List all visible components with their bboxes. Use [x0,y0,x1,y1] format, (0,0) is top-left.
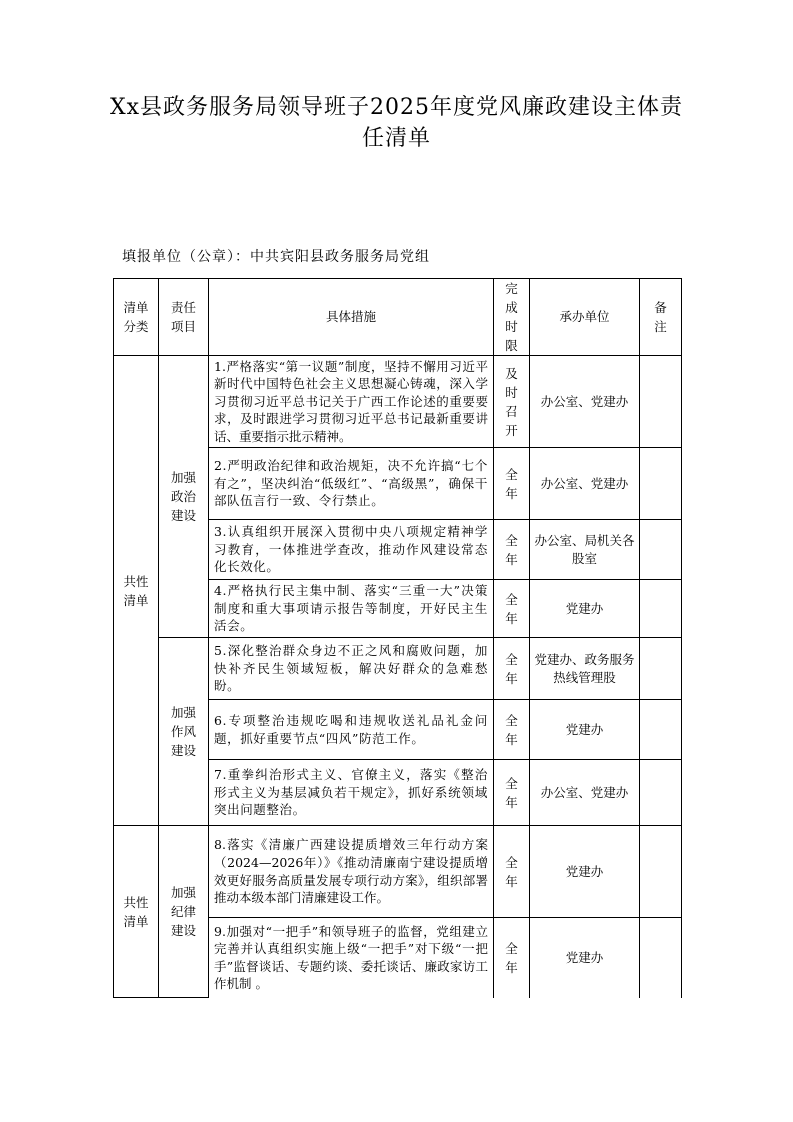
category-cell: 共性清单 [114,826,159,998]
remark-cell [640,760,682,826]
category-cell: 共性清单 [114,356,159,826]
unit-cell: 办公室、局机关各股室 [530,520,640,580]
remark-cell [640,826,682,918]
remark-cell [640,918,682,998]
unit-cell: 办公室、党建办 [530,356,640,448]
time-cell: 全年 [494,638,530,700]
header-time: 完成时限 [494,279,530,356]
measure-cell: 8.落实《清廉广西建设提质增效三年行动方案（2024—2026年）》《推动清廉南宁建设提质增效更好服务高质量发展专项行动方案》，组织部署推动本级本部门清廉建设工作。 [209,826,494,918]
unit-cell: 党建办 [530,918,640,998]
time-cell: 全年 [494,826,530,918]
remark-cell [640,356,682,448]
header-unit: 承办单位 [530,279,640,356]
unit-cell: 党建办、政务服务热线管理股 [530,638,640,700]
measure-cell: 9.加强对“一把手”和领导班子的监督，党组建立完善并认真组织实施上级“一把手”对下级“一把手”监督谈话、专题约谈、委托谈话、廉政家访工作机制 。 [209,918,494,998]
measure-cell: 2.严明政治纪律和政治规矩，决不允许搞“七个有之”，坚决纠治“低级红”、“高级黑”，确保干部队伍言行一致、令行禁止。 [209,448,494,520]
time-cell: 及时召开 [494,356,530,448]
unit-cell: 办公室、党建办 [530,760,640,826]
table-row [114,638,682,700]
document-title: Xx县政务服务局领导班子2025年度党风廉政建设主体责任清单 [109,95,684,151]
remark-cell [640,520,682,580]
time-cell: 全年 [494,520,530,580]
header-item: 责任项目 [159,279,209,356]
responsibility-table [113,278,682,998]
unit-cell: 党建办 [530,826,640,918]
header-category: 清单分类 [114,279,159,356]
measure-cell: 5.深化整治群众身边不正之风和腐败问题，加快补齐民生领域短板，解决好群众的急难愁盼。 [209,638,494,700]
measure-cell: 7.重拳纠治形式主义、官僚主义，落实《整治形式主义为基层减负若干规定》，抓好系统领域突出问题整治。 [209,760,494,826]
remark-cell [640,638,682,700]
remark-cell [640,580,682,638]
measure-cell: 1.严格落实“第一议题”制度，坚持不懈用习近平新时代中国特色社会主义思想凝心铸魂，深入学习贯彻习近平总书记关于广西工作论述的重要要求，及时跟进学习贯彻习近平总书记最新重要讲话、重要指示批示精神。 [209,356,494,448]
measure-cell: 3.认真组织开展深入贯彻中央八项规定精神学习教育，一体推进学查改，推动作风建设常态化长效化。 [209,520,494,580]
header-measure: 具体措施 [209,279,494,356]
time-cell: 全年 [494,918,530,998]
table-header-row [114,279,682,356]
time-cell: 全年 [494,448,530,520]
table-row [114,826,682,918]
item-cell: 加强纪律建设 [159,826,209,998]
time-cell: 全年 [494,760,530,826]
remark-cell [640,700,682,760]
unit-cell: 办公室、党建办 [530,448,640,520]
time-cell: 全年 [494,580,530,638]
item-cell: 加强政治建设 [159,356,209,638]
time-cell: 全年 [494,700,530,760]
unit-cell: 党建办 [530,700,640,760]
header-remark: 备注 [640,279,682,356]
fill-unit-line: 填报单位（公章）：中共宾阳县政务服务局党组 [122,249,430,265]
measure-cell: 4.严格执行民主集中制、落实“三重一大”决策制度和重大事项请示报告等制度，开好民主生活会。 [209,580,494,638]
table-row [114,356,682,448]
unit-cell: 党建办 [530,580,640,638]
remark-cell [640,448,682,520]
item-cell: 加强作风建设 [159,638,209,826]
measure-cell: 6.专项整治违规吃喝和违规收送礼品礼金问题，抓好重要节点“四风”防范工作。 [209,700,494,760]
